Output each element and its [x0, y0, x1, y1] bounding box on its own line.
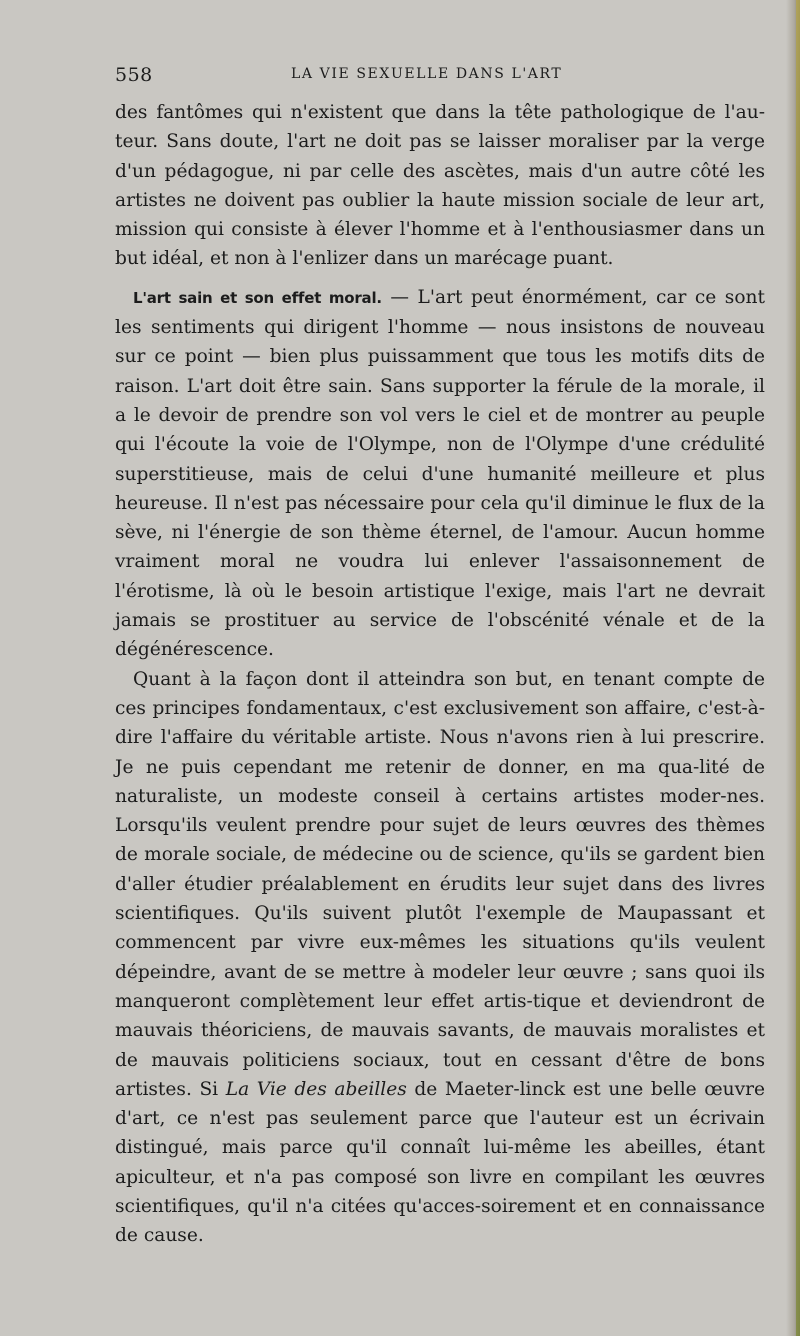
book-title: La Vie des abeilles [225, 1078, 407, 1100]
paragraph-3-text-b: de Maeter-linck est une belle œuvre d'art, ce n'est pas seulement parce que l'auteur est un écrivain distingué, mais parce qu'il connaît lui-même les abeilles, étant apiculteur, et n'a pas composé son livre en compilant les œuvres scientifiques, qu'il n'a citées qu'acces-soirement et en connaissance de cause. [115, 1078, 765, 1247]
paragraph-3-text-a: Quant à la façon dont il atteindra son but, en tenant compte de ces principes fondamentaux, c'est exclusivement son affaire, c'est-à-dire l'affaire du véritable artiste. Nous n'avons rien à lui prescrire. Je ne puis cependant me retenir de donner, en ma qua-lité de naturaliste, un modeste conseil à certains artistes moder-nes. Lorsqu'ils veulent prendre pour sujet de leurs œuvres des thèmes de morale sociale, de médecine ou de science, qu'ils se gardent bien d'aller étudier préalablement en érudits leur sujet dans des livres scientifiques. Qu'ils suivent plutôt l'exemple de Maupassant et commencent par vivre eux-mêmes les situations qu'ils veulent dépeindre, avant de se mettre à modeler leur œuvre ; sans quoi ils manqueront complètement leur effet artis-tique et deviendront de mauvais théoriciens, de mauvais savants, de mauvais moralistes et de mauvais politiciens sociaux, tout en cessant d'être de bons artistes. Si [115, 668, 765, 1100]
running-head [115, 64, 765, 88]
page-gilt-edge [796, 0, 800, 1336]
paragraph-2-text: L'art peut énormément, car ce sont les sentiments qui dirigent l'homme — nous insistons de nouveau sur ce point — bien plus puissamment que tous les motifs dits de raison. L'art doit être sain. Sans supporter la férule de la morale, il a le devoir de prendre son vol vers le ciel et de montrer au peuple qui l'écoute la voie de l'Olympe, non de l'Olympe d'une crédulité superstitieuse, mais de celui d'une humanité meilleure et plus heureuse. Il n'est pas nécessaire pour cela qu'il diminue le flux de la sève, ni l'énergie de son thème éternel, de l'amour. Aucun homme vraiment moral ne voudra lui enlever l'assaisonnement de l'érotisme, là où le besoin artistique l'exige, mais l'art ne devrait jamais se prostituer au service de l'obscénité vénale et de la dégénérescence. [115, 286, 765, 661]
section-heading: L'art sain et son effet moral. [133, 288, 382, 307]
paragraph-3 [115, 665, 765, 1251]
page-number: 558 [115, 64, 153, 86]
paragraph-2 [115, 283, 765, 665]
body-text [115, 98, 765, 1251]
heading-dash: — [381, 286, 418, 308]
paragraph-1: des fantômes qui n'existent que dans la tête pathologique de l'au-teur. Sans doute, l'art ne doit pas se laisser moraliser par la verge d'un pédagogue, ni par celle des ascètes, mais d'un autre côté les artistes ne doivent pas oublier la haute mission sociale de leur art, mission qui consiste à élever l'homme et à l'enthousiasmer dans un but idéal, et non à l'enlizer dans un marécage puant. [115, 102, 765, 270]
running-title: LA VIE SEXUELLE DANS L'ART [291, 66, 563, 82]
